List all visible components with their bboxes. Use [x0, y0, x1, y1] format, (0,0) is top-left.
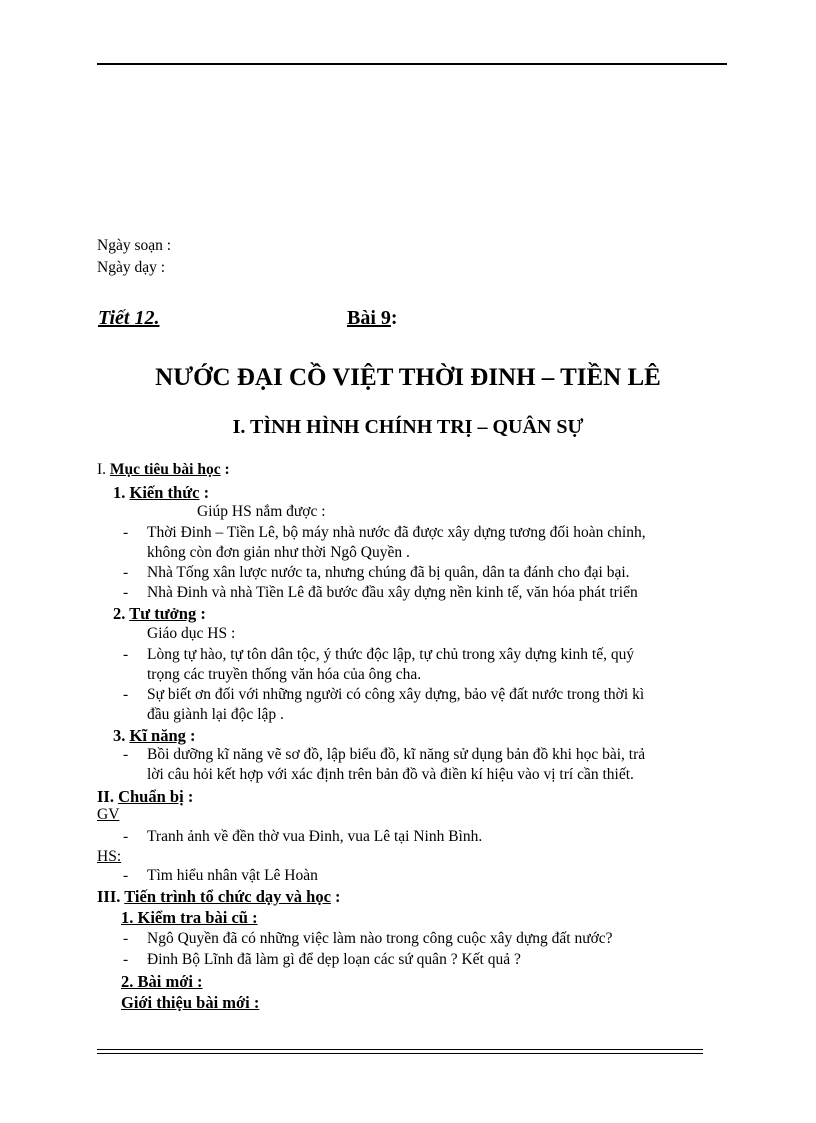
tu-tuong-item-1-line-2: trọng các truyền thống văn hóa của ông cha.: [147, 666, 422, 683]
kien-thuc-item-3: Nhà Đinh và nhà Tiền Lê đã bước đầu xây dựng nền kinh tế, văn hóa phát triển: [147, 584, 638, 601]
tu-tuong-num: 2.: [113, 604, 126, 623]
lesson-number-text: Bài 9: [347, 307, 391, 329]
section-2-num: II.: [97, 787, 114, 806]
tu-tuong-item-2-line-1: Sự biết ơn đối với những người có công xây dựng, bảo vệ đất nước trong thời kì: [147, 686, 645, 703]
ngay-soan: Ngày soạn :: [97, 237, 172, 254]
kien-thuc-label: Kiến thức: [129, 483, 200, 502]
header-rule: [97, 63, 727, 65]
kien-thuc-item-1-line-2: không còn đơn giản như thời Ngô Quyền .: [147, 544, 410, 561]
section-1-colon: :: [220, 461, 230, 478]
ki-nang-heading: [113, 726, 196, 746]
tu-tuong-intro: Giáo dục HS :: [147, 625, 236, 642]
lesson-number-colon: :: [390, 307, 398, 329]
section-1-num: I.: [97, 461, 107, 478]
kien-thuc-item-1-line-1: Thời Đinh – Tiền Lê, bộ máy nhà nước đã được xây dựng tương đối hoàn chỉnh,: [147, 524, 646, 541]
bullet-dash: -: [123, 746, 129, 763]
ki-nang-colon: :: [185, 726, 196, 745]
hs-item: Tìm hiểu nhân vật Lê Hoàn: [147, 867, 318, 884]
tu-tuong-colon: :: [196, 604, 206, 623]
bullet-dash: -: [123, 584, 129, 601]
kiem-tra-heading: 1. Kiểm tra bài cũ :: [121, 908, 258, 927]
kien-thuc-colon: :: [199, 483, 210, 502]
kien-thuc-heading: [113, 483, 209, 503]
bullet-dash: -: [123, 646, 129, 663]
hs-label: HS:: [97, 848, 122, 865]
lesson-period: [98, 307, 159, 330]
lesson-period-text: Tiết 12.: [98, 307, 160, 329]
kien-thuc-item-2: Nhà Tống xân lược nước ta, nhưng chúng đã bị quân, dân ta đánh cho đại bại.: [147, 564, 630, 581]
bullet-dash: -: [123, 686, 129, 703]
ki-nang-num: 3.: [113, 726, 126, 745]
footer-rule: [97, 1049, 703, 1054]
section-3-colon: :: [330, 887, 341, 906]
section-2-label: Chuẩn bị: [118, 787, 184, 806]
gv-label: GV: [97, 806, 120, 823]
ki-nang-item-1-line-2: lời câu hỏi kết hợp với xác định trên bản đồ và điền kí hiệu vào vị trí cần thiết.: [147, 766, 634, 783]
kien-thuc-num: 1.: [113, 483, 126, 502]
bullet-dash: -: [123, 951, 129, 968]
tu-tuong-item-2-line-2: đầu giành lại độc lập .: [147, 706, 284, 723]
lesson-number: [347, 307, 398, 330]
bullet-dash: -: [123, 828, 129, 845]
bullet-dash: -: [123, 524, 129, 541]
gioi-thieu-heading: Giới thiệu bài mới :: [121, 993, 260, 1012]
section-3-label: Tiến trình tổ chức dạy và học: [124, 887, 331, 906]
bullet-dash: -: [123, 564, 129, 581]
tu-tuong-heading: [113, 604, 206, 624]
bullet-dash: -: [123, 930, 129, 947]
ki-nang-item-1-line-1: Bồi dưỡng kĩ năng vẽ sơ đồ, lập biểu đồ, kĩ năng sử dụng bản đồ khi học bài, trả: [147, 746, 646, 763]
tu-tuong-item-1-line-1: Lòng tự hào, tự tôn dân tộc, ý thức độc lập, tự chủ trong xây dựng kinh tế, quý: [147, 646, 635, 663]
page-subtitle: I. TÌNH HÌNH CHÍNH TRỊ – QUÂN SỰ: [232, 416, 584, 438]
kien-thuc-intro: Giúp HS nắm được :: [197, 503, 326, 520]
bullet-dash: -: [123, 867, 129, 884]
section-3-num: III.: [97, 887, 121, 906]
ngay-day: Ngày dạy :: [97, 259, 166, 276]
section-1-label: Mục tiêu bài học: [109, 461, 221, 478]
section-2-heading: [97, 787, 193, 807]
section-2-colon: :: [183, 787, 194, 806]
gv-item: Tranh ảnh về đền thờ vua Đinh, vua Lê tại Ninh Bình.: [147, 828, 483, 845]
page-title: NƯỚC ĐẠI CỒ VIỆT THỜI ĐINH – TIỀN LÊ: [155, 364, 661, 391]
tu-tuong-label: Tư tưởng: [129, 604, 197, 623]
section-1-heading: [97, 461, 230, 479]
section-3-heading: [97, 887, 341, 907]
kiem-tra-item-1: Ngô Quyền đã có những việc làm nào trong công cuộc xây dựng đất nước?: [147, 930, 613, 947]
kiem-tra-item-2: Đinh Bộ Lĩnh đã làm gì để dẹp loạn các sứ quân ? Kết quả ?: [147, 951, 521, 968]
bai-moi-heading: 2. Bài mới :: [121, 972, 203, 991]
ki-nang-label: Kĩ năng: [129, 726, 186, 745]
